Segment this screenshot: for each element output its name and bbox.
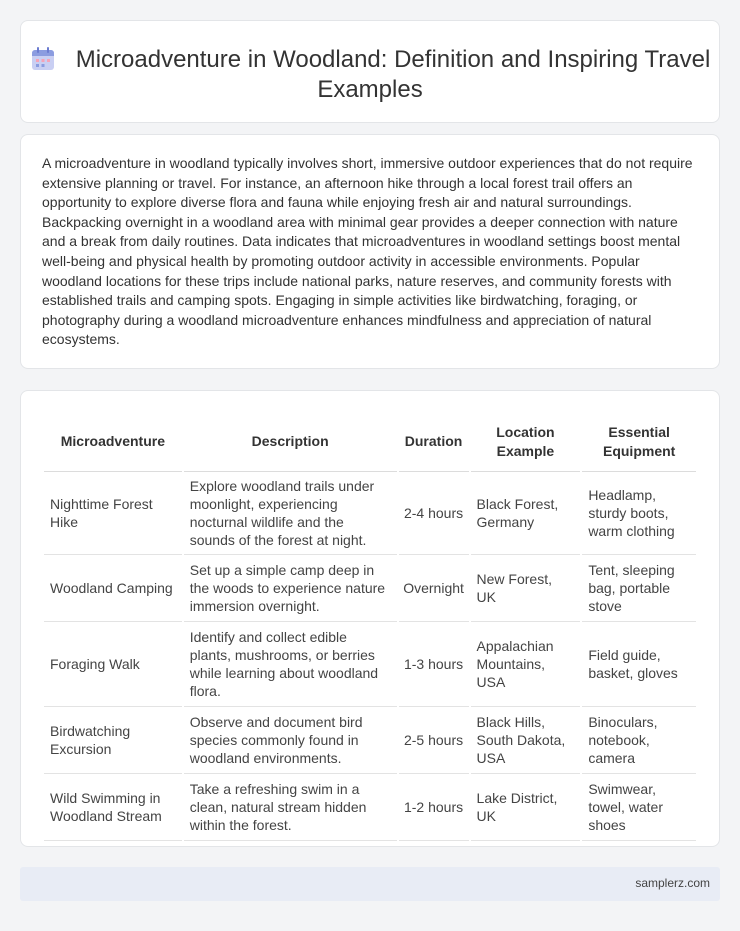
cell-location: Lake District, UK <box>471 774 581 841</box>
cell-duration: 2-4 hours <box>399 472 469 555</box>
table-row <box>44 555 696 622</box>
calendar-icon <box>30 46 56 72</box>
cell-microadventure: Woodland Camping <box>44 555 182 622</box>
table-row <box>44 622 696 707</box>
cell-duration: 1-2 hours <box>399 774 469 841</box>
title-card <box>20 20 720 123</box>
table-row <box>44 774 696 841</box>
cell-microadventure: Birdwatching Excursion <box>44 707 182 774</box>
header-description: Description <box>184 412 397 472</box>
cell-description: Identify and collect edible plants, mushrooms, or berries while learning about woodland flora. <box>184 622 397 707</box>
table-header-row <box>44 412 696 472</box>
cell-location: New Forest, UK <box>471 555 581 622</box>
cell-equipment: Swimwear, towel, water shoes <box>582 774 696 841</box>
cell-description: Set up a simple camp deep in the woods to experience nature immersion overnight. <box>184 555 397 622</box>
intro-paragraph: A microadventure in woodland typically involves short, immersive outdoor experiences that do not require extensive planning or travel. For instance, an afternoon hike through a local forest trail offers an opportunity to explore diverse flora and fauna while enjoying fresh air and natural surroundings. Backpacking overnight in a woodland area with minimal gear provides a deeper connection with nature and a break from daily routines. Data indicates that microadventures in woodland settings boost mental well-being and physical health by promoting outdoor activity in accessible environments. Popular woodland locations for these trips include national parks, nature reserves, and community forests with established trails and camping spots. Engaging in simple activities like birdwatching, foraging, or photography during a woodland microadventure enhances mindfulness and appreciation of natural ecosystems. <box>42 155 693 348</box>
cell-duration: 1-3 hours <box>399 622 469 707</box>
header-location-example: Location Example <box>471 412 581 472</box>
cell-equipment: Tent, sleeping bag, portable stove <box>582 555 696 622</box>
cell-location: Black Hills, South Dakota, USA <box>471 707 581 774</box>
page-title <box>21 45 719 105</box>
footer-bar <box>20 867 720 901</box>
cell-description: Observe and document bird species commonly found in woodland environments. <box>184 707 397 774</box>
cell-description: Take a refreshing swim in a clean, natural stream hidden within the forest. <box>184 774 397 841</box>
intro-card <box>20 134 720 369</box>
title-text: Microadventure in Woodland: Definition and Inspiring Travel Examples <box>75 46 711 103</box>
footer-site-link[interactable]: samplerz.com <box>635 876 710 890</box>
cell-microadventure: Foraging Walk <box>44 622 182 707</box>
header-duration: Duration <box>399 412 469 472</box>
cell-duration: Overnight <box>399 555 469 622</box>
microadventure-table <box>42 412 698 841</box>
cell-location: Appalachian Mountains, USA <box>471 622 581 707</box>
cell-description: Explore woodland trails under moonlight, experiencing nocturnal wildlife and the sounds of the forest at night. <box>184 472 397 555</box>
header-microadventure: Microadventure <box>44 412 182 472</box>
cell-equipment: Field guide, basket, gloves <box>582 622 696 707</box>
cell-equipment: Headlamp, sturdy boots, warm clothing <box>582 472 696 555</box>
cell-location: Black Forest, Germany <box>471 472 581 555</box>
cell-microadventure: Wild Swimming in Woodland Stream <box>44 774 182 841</box>
cell-microadventure: Nighttime Forest Hike <box>44 472 182 555</box>
table-row <box>44 472 696 555</box>
table-row <box>44 707 696 774</box>
cell-duration: 2-5 hours <box>399 707 469 774</box>
cell-equipment: Binoculars, notebook, camera <box>582 707 696 774</box>
header-essential-equipment: Essential Equipment <box>582 412 696 472</box>
table-card <box>20 390 720 847</box>
